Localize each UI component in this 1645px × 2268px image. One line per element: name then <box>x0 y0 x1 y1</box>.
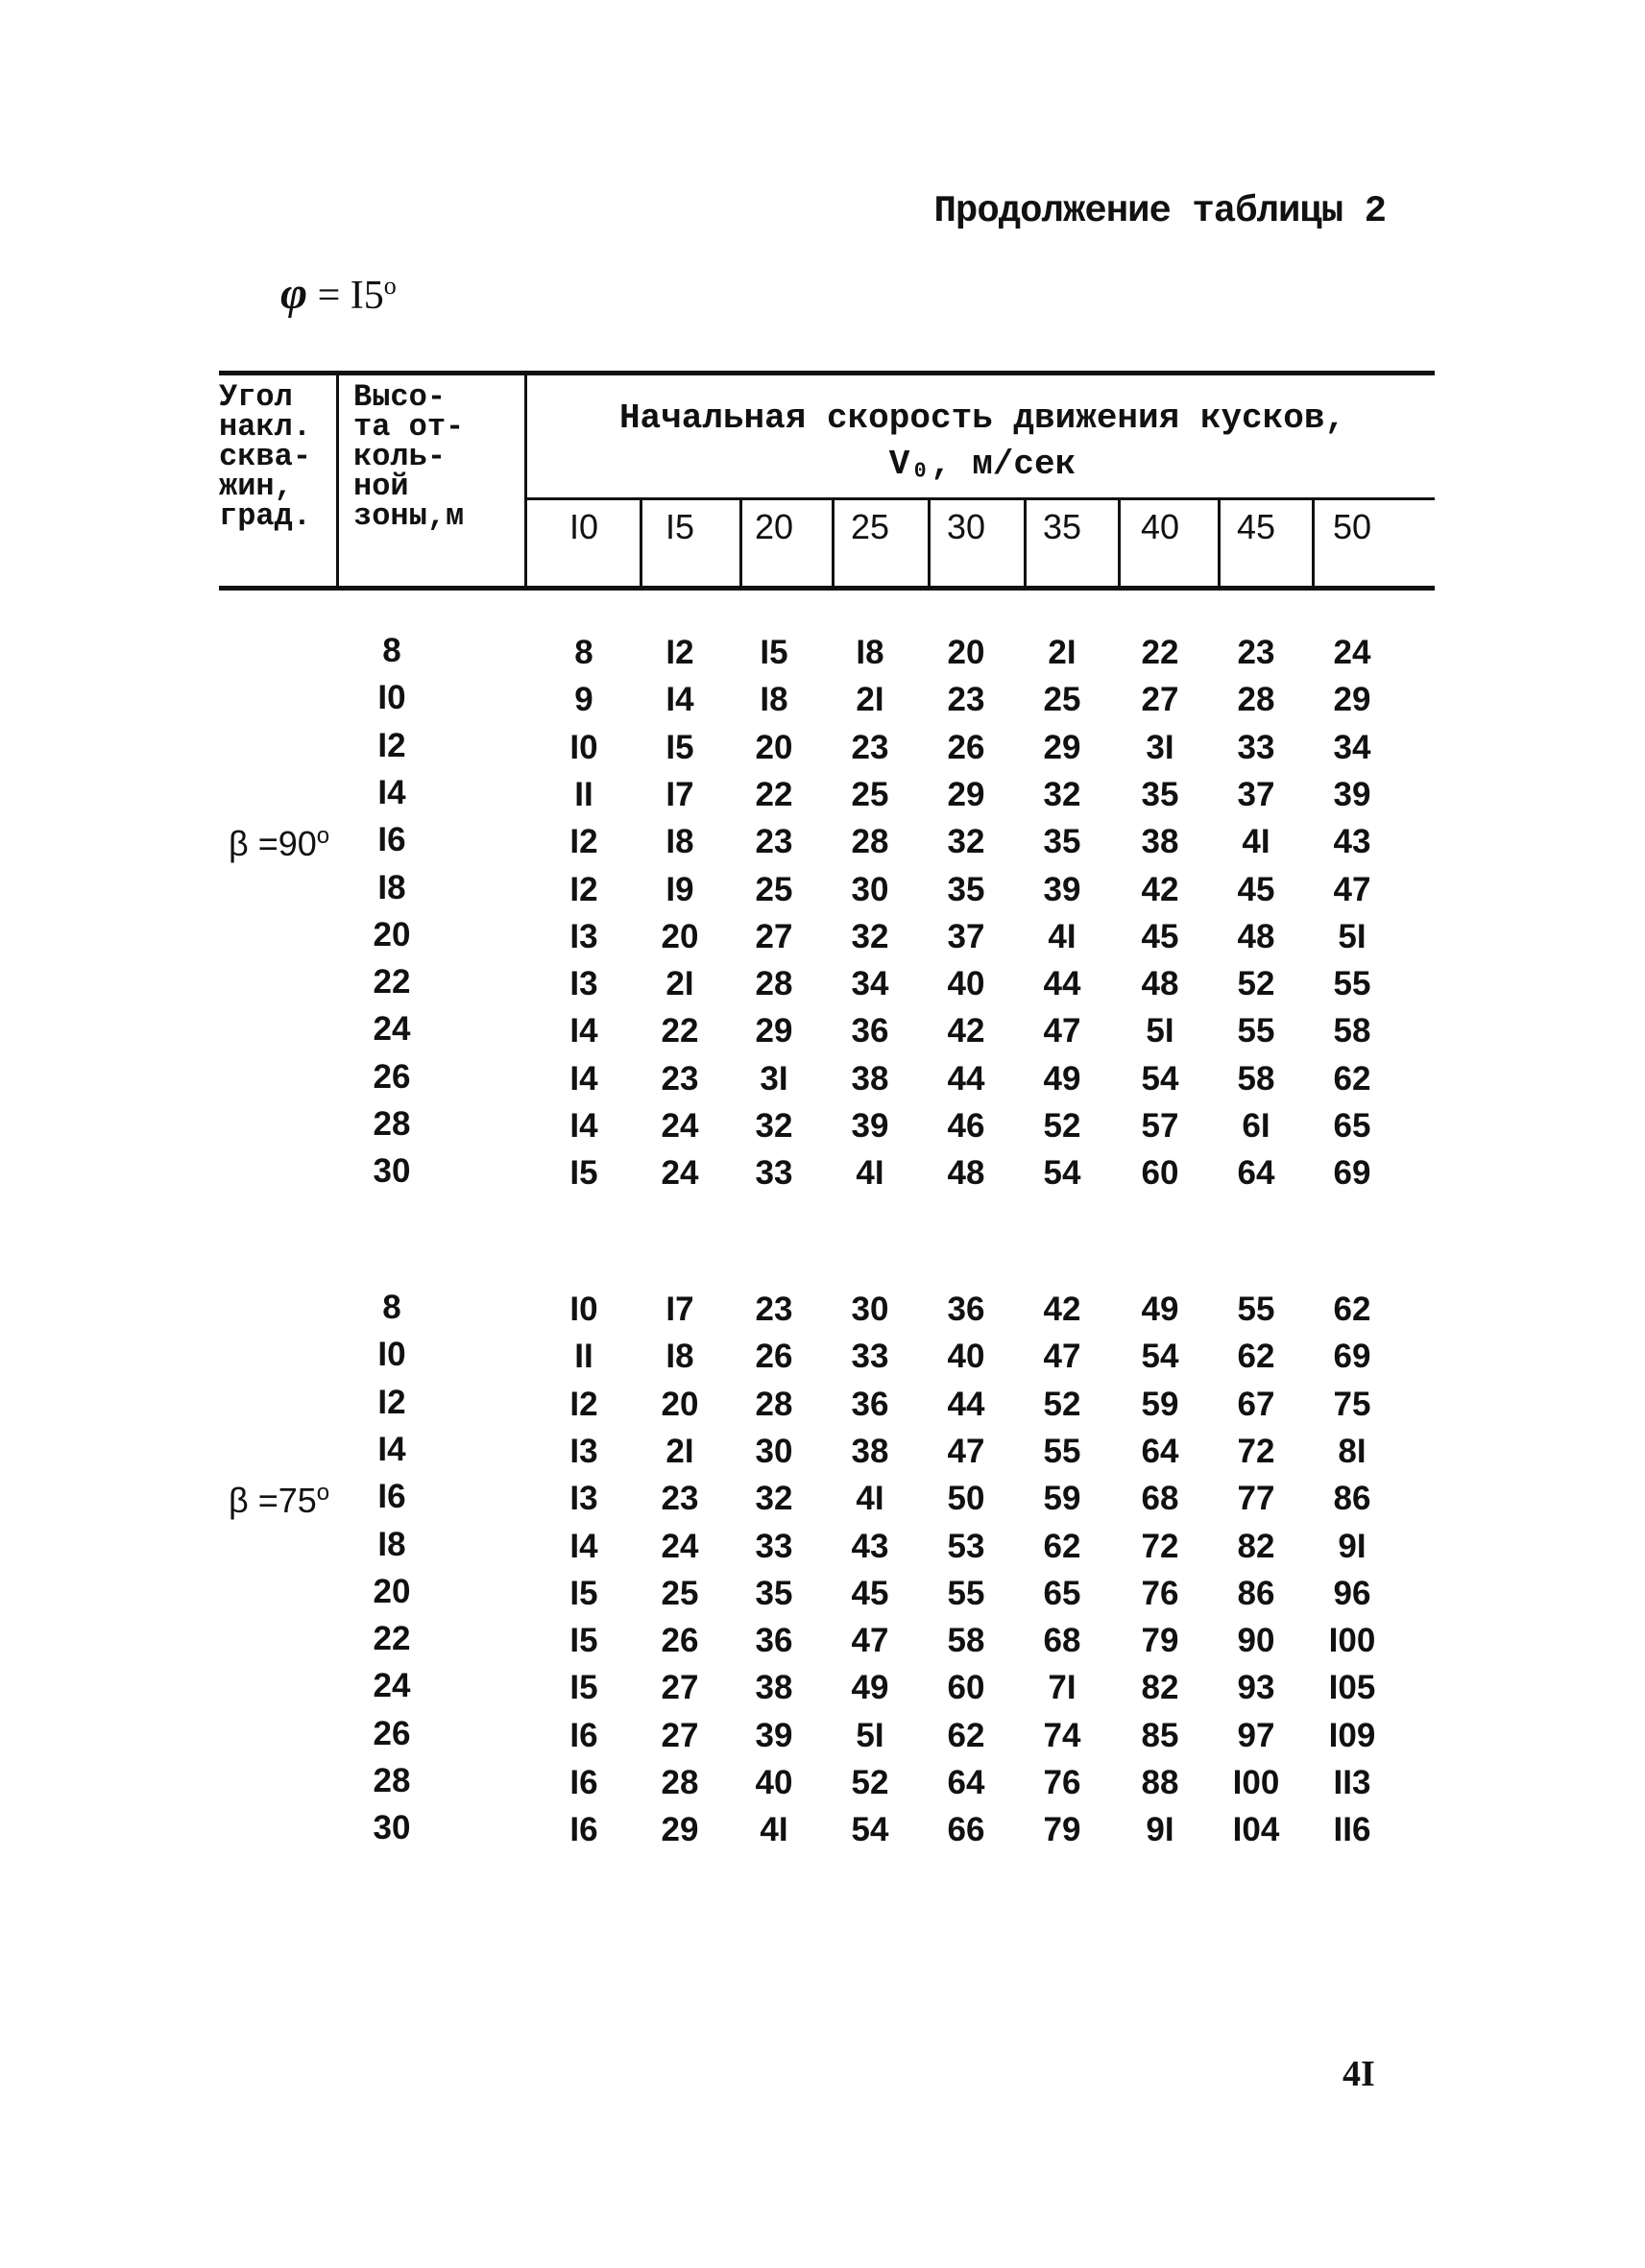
table-cell: I3 <box>569 965 598 1003</box>
table-cell: I2 <box>569 823 598 861</box>
table-cell: 27 <box>1141 681 1179 719</box>
table-cell: 32 <box>755 1107 793 1145</box>
table-cell: 48 <box>1237 917 1275 955</box>
table-cell: 23 <box>755 823 793 861</box>
table-cell: 36 <box>755 1622 793 1660</box>
table-cell: 77 <box>1237 1480 1275 1518</box>
table-cell: I9 <box>665 870 694 908</box>
table-cell: 48 <box>947 1154 985 1193</box>
height-cell: I0 <box>377 679 406 717</box>
table-cell: 62 <box>1043 1527 1081 1565</box>
table-cell: I8 <box>665 823 694 861</box>
table-cell: I0 <box>569 1291 598 1328</box>
table-cell: 97 <box>1237 1716 1275 1754</box>
table-cell: 22 <box>661 1012 699 1050</box>
table-cell: I8 <box>760 681 788 719</box>
table-cell: 4I <box>1048 917 1077 955</box>
table-cell: 27 <box>755 917 793 955</box>
table-cell: 37 <box>1237 775 1275 813</box>
speed-column-header: 30 <box>946 507 986 546</box>
table-cell: 32 <box>755 1480 793 1518</box>
table-cell: 60 <box>1141 1154 1179 1193</box>
table-cell: 9I <box>1146 1811 1174 1849</box>
table-cell: 23 <box>661 1059 699 1098</box>
table-cell: 29 <box>1043 728 1081 766</box>
table-cell: 5I <box>1338 917 1367 955</box>
table-cell: 24 <box>661 1527 699 1565</box>
table-cell: 28 <box>661 1764 699 1801</box>
table-cell: 5I <box>856 1716 884 1754</box>
table-cell: 59 <box>1043 1480 1081 1518</box>
table-cell: II <box>574 1338 593 1376</box>
height-cell: 30 <box>373 1809 411 1847</box>
table-cell: 38 <box>851 1432 889 1470</box>
table-cell: 62 <box>1237 1338 1275 1376</box>
table-continuation-caption: Продолжение таблицы 2 <box>933 190 1386 232</box>
table-cell: 23 <box>661 1480 699 1518</box>
height-cell: I8 <box>377 868 406 906</box>
table-cell: 3I <box>760 1059 788 1098</box>
speed-column-header: 20 <box>754 507 794 546</box>
table-cell: 47 <box>1333 870 1371 908</box>
table-cell: 86 <box>1237 1574 1275 1612</box>
table-cell: 68 <box>1043 1622 1081 1660</box>
table-cell: I6 <box>569 1764 598 1801</box>
table-cell: I7 <box>665 1291 694 1328</box>
table-cell: 22 <box>1141 634 1179 671</box>
table-cell: 35 <box>1043 823 1081 861</box>
table-cell: 47 <box>1043 1012 1081 1050</box>
table-cell: 42 <box>1141 870 1179 908</box>
table-cell: 4I <box>1242 823 1270 861</box>
table-cell: 2I <box>665 1432 694 1470</box>
height-cell: 28 <box>373 1762 411 1799</box>
header-speed-line1: Начальная скорость движения кусков, <box>618 398 1346 438</box>
height-cell: I4 <box>377 1430 406 1468</box>
table-cell: 25 <box>661 1574 699 1612</box>
table-cell: 62 <box>1333 1291 1371 1328</box>
beta-value: β =75 <box>229 1481 317 1521</box>
speed-column-divider <box>1118 500 1121 586</box>
header-bottom-rule <box>219 586 1435 591</box>
phi-value: = I5 <box>317 274 384 318</box>
table-cell: 59 <box>1141 1385 1179 1423</box>
speed-column-header: 45 <box>1236 507 1276 546</box>
table-cell: 30 <box>755 1432 793 1470</box>
table-cell: II6 <box>1333 1811 1371 1849</box>
table-cell: 38 <box>755 1669 793 1707</box>
table-cell: 25 <box>851 775 889 813</box>
height-cell: 8 <box>382 632 401 669</box>
table-cell: 32 <box>947 823 985 861</box>
table-cell: 65 <box>1333 1107 1371 1145</box>
table-cell: 88 <box>1141 1764 1179 1801</box>
header-top-rule <box>219 371 1435 375</box>
speed-column-header: 25 <box>850 507 890 546</box>
table-cell: 76 <box>1141 1574 1179 1612</box>
table-cell: 5I <box>1146 1012 1174 1050</box>
table-cell: I2 <box>665 634 694 671</box>
speed-subheader-rule <box>526 497 1435 500</box>
table-cell: 53 <box>947 1527 985 1565</box>
height-cell: I2 <box>377 1383 406 1421</box>
header-divider-2 <box>524 375 527 586</box>
header-divider-1 <box>336 375 339 586</box>
table-cell: I5 <box>760 634 788 671</box>
table-cell: 7I <box>1048 1669 1077 1707</box>
table-cell: I5 <box>569 1154 598 1193</box>
table-cell: 3I <box>1146 728 1174 766</box>
table-cell: 6I <box>1242 1107 1270 1145</box>
beta-value: β =90 <box>229 824 317 864</box>
table-cell: 24 <box>661 1154 699 1193</box>
table-cell: 47 <box>947 1432 985 1470</box>
table-cell: 45 <box>1141 917 1179 955</box>
table-cell: II <box>574 775 593 813</box>
table-cell: I5 <box>569 1622 598 1660</box>
table-cell: 62 <box>1333 1059 1371 1098</box>
table-cell: 55 <box>1237 1291 1275 1328</box>
height-cell: 26 <box>373 1714 411 1752</box>
height-cell: 28 <box>373 1105 411 1143</box>
table-cell: 23 <box>947 681 985 719</box>
height-cell: I8 <box>377 1525 406 1563</box>
height-cell: 30 <box>373 1152 411 1191</box>
table-cell: 72 <box>1237 1432 1275 1470</box>
table-cell: 44 <box>1043 965 1081 1003</box>
table-cell: I5 <box>569 1574 598 1612</box>
table-cell: 48 <box>1141 965 1179 1003</box>
page-number: 4I <box>1343 2054 1375 2094</box>
table-cell: 65 <box>1043 1574 1081 1612</box>
table-cell: 39 <box>1333 775 1371 813</box>
table-cell: 55 <box>1237 1012 1275 1050</box>
height-cell: 20 <box>373 1572 411 1610</box>
table-cell: 85 <box>1141 1716 1179 1754</box>
table-cell: 39 <box>851 1107 889 1145</box>
table-cell: 69 <box>1333 1154 1371 1193</box>
table-cell: 8 <box>574 634 593 671</box>
table-cell: 64 <box>947 1764 985 1801</box>
height-cell: 8 <box>382 1289 401 1326</box>
table-cell: 42 <box>947 1012 985 1050</box>
table-cell: 76 <box>1043 1764 1081 1801</box>
table-cell: 68 <box>1141 1480 1179 1518</box>
table-cell: 25 <box>1043 681 1081 719</box>
beta-angle-label <box>229 823 329 864</box>
table-cell: 64 <box>1141 1432 1179 1470</box>
height-cell: 22 <box>373 963 411 1001</box>
table-cell: I4 <box>569 1107 598 1145</box>
table-cell: 74 <box>1043 1716 1081 1754</box>
table-cell: 28 <box>755 1385 793 1423</box>
table-cell: 47 <box>1043 1338 1081 1376</box>
table-cell: 37 <box>947 917 985 955</box>
table-cell: 2I <box>856 681 884 719</box>
table-cell: 33 <box>1237 728 1275 766</box>
table-cell: 36 <box>851 1385 889 1423</box>
table-cell: 2I <box>665 965 694 1003</box>
table-cell: 49 <box>1141 1291 1179 1328</box>
table-cell: 39 <box>755 1716 793 1754</box>
table-cell: 26 <box>947 728 985 766</box>
table-cell: 96 <box>1333 1574 1371 1612</box>
height-cell: I4 <box>377 773 406 811</box>
speed-column-header: I5 <box>665 507 695 546</box>
table-cell: I4 <box>665 681 694 719</box>
table-cell: 23 <box>755 1291 793 1328</box>
table-cell: 40 <box>947 1338 985 1376</box>
table-cell: 52 <box>1043 1107 1081 1145</box>
table-cell: 4I <box>856 1154 884 1193</box>
table-cell: 26 <box>755 1338 793 1376</box>
table-cell: I4 <box>569 1527 598 1565</box>
table-cell: 32 <box>1043 775 1081 813</box>
table-cell: 25 <box>755 870 793 908</box>
height-cell: 24 <box>373 1667 411 1705</box>
table-cell: 64 <box>1237 1154 1275 1193</box>
height-cell: I2 <box>377 726 406 764</box>
table-cell: 36 <box>851 1012 889 1050</box>
table-cell: 79 <box>1141 1622 1179 1660</box>
table-cell: 28 <box>1237 681 1275 719</box>
header-speed-title <box>530 396 1435 488</box>
phi-angle-label <box>280 267 397 320</box>
phi-degree: o <box>383 272 397 300</box>
table-cell: 23 <box>1237 634 1275 671</box>
table-cell: 47 <box>851 1622 889 1660</box>
table-cell: 75 <box>1333 1385 1371 1423</box>
table-cell: I04 <box>1232 1811 1280 1849</box>
table-cell: 29 <box>755 1012 793 1050</box>
table-cell: 79 <box>1043 1811 1081 1849</box>
table-cell: 35 <box>1141 775 1179 813</box>
table-cell: 44 <box>947 1385 985 1423</box>
table-cell: 39 <box>1043 870 1081 908</box>
table-cell: 24 <box>661 1107 699 1145</box>
table-cell: 30 <box>851 870 889 908</box>
table-cell: 4I <box>856 1480 884 1518</box>
table-cell: 57 <box>1141 1107 1179 1145</box>
table-cell: 28 <box>851 823 889 861</box>
table-cell: I5 <box>569 1669 598 1707</box>
height-cell: I6 <box>377 1478 406 1516</box>
table-cell: 33 <box>755 1527 793 1565</box>
table-cell: 42 <box>1043 1291 1081 1328</box>
beta-degree: o <box>316 823 330 850</box>
table-cell: I6 <box>569 1716 598 1754</box>
height-cell: I0 <box>377 1336 406 1374</box>
table-cell: 29 <box>661 1811 699 1849</box>
table-cell: 9 <box>574 681 593 719</box>
table-cell: 54 <box>851 1811 889 1849</box>
table-cell: I09 <box>1328 1716 1376 1754</box>
table-cell: I05 <box>1328 1669 1376 1707</box>
header-height: Высо- та от- коль- ной зоны,м <box>353 379 465 534</box>
table-cell: 35 <box>947 870 985 908</box>
table-cell: 44 <box>947 1059 985 1098</box>
table-cell: I2 <box>569 1385 598 1423</box>
table-cell: 67 <box>1237 1385 1275 1423</box>
table-cell: 66 <box>947 1811 985 1849</box>
table-cell: 30 <box>851 1291 889 1328</box>
table-cell: 69 <box>1333 1338 1371 1376</box>
table-cell: 46 <box>947 1107 985 1145</box>
table-cell: I2 <box>569 870 598 908</box>
table-cell: 20 <box>947 634 985 671</box>
table-cell: 8I <box>1338 1432 1367 1470</box>
table-cell: 29 <box>947 775 985 813</box>
table-cell: I3 <box>569 1480 598 1518</box>
table-cell: 32 <box>851 917 889 955</box>
table-cell: 36 <box>947 1291 985 1328</box>
table-cell: 34 <box>1333 728 1371 766</box>
table-cell: I00 <box>1328 1622 1376 1660</box>
table-cell: 33 <box>851 1338 889 1376</box>
table-cell: 62 <box>947 1716 985 1754</box>
table-cell: 55 <box>947 1574 985 1612</box>
height-cell: I6 <box>377 821 406 859</box>
table-cell: 22 <box>755 775 793 813</box>
table-cell: 20 <box>755 728 793 766</box>
height-cell: 22 <box>373 1620 411 1658</box>
table-cell: 40 <box>755 1764 793 1801</box>
table-cell: 82 <box>1237 1527 1275 1565</box>
table-cell: 9I <box>1338 1527 1367 1565</box>
table-cell: I6 <box>569 1811 598 1849</box>
table-cell: 24 <box>1333 634 1371 671</box>
table-cell: 27 <box>661 1669 699 1707</box>
table-cell: I0 <box>569 728 598 766</box>
table-cell: I4 <box>569 1059 598 1098</box>
table-cell: I7 <box>665 775 694 813</box>
header-angle: Угол накл. сква- жин, град. <box>219 379 312 534</box>
table-cell: 52 <box>1043 1385 1081 1423</box>
table-cell: I4 <box>569 1012 598 1050</box>
table-cell: I8 <box>665 1338 694 1376</box>
phi-symbol: φ <box>280 268 308 319</box>
table-cell: 20 <box>661 1385 699 1423</box>
table-cell: 58 <box>947 1622 985 1660</box>
table-cell: 38 <box>1141 823 1179 861</box>
speed-column-header: 40 <box>1140 507 1180 546</box>
table-cell: 43 <box>851 1527 889 1565</box>
table-cell: 54 <box>1043 1154 1081 1193</box>
table-cell: 86 <box>1333 1480 1371 1518</box>
table-cell: 50 <box>947 1480 985 1518</box>
height-cell: 20 <box>373 915 411 953</box>
table-cell: 20 <box>661 917 699 955</box>
speed-column-header: 50 <box>1332 507 1372 546</box>
table-cell: I5 <box>665 728 694 766</box>
table-cell: 45 <box>851 1574 889 1612</box>
table-cell: 43 <box>1333 823 1371 861</box>
table-cell: 60 <box>947 1669 985 1707</box>
beta-degree: o <box>316 1480 330 1507</box>
height-cell: 24 <box>373 1010 411 1049</box>
table-cell: 82 <box>1141 1669 1179 1707</box>
table-cell: 54 <box>1141 1338 1179 1376</box>
beta-angle-label <box>229 1480 329 1521</box>
table-cell: 33 <box>755 1154 793 1193</box>
table-cell: 26 <box>661 1622 699 1660</box>
speed-column-header: I0 <box>568 507 599 546</box>
table-cell: 2I <box>1048 634 1077 671</box>
table-cell: 93 <box>1237 1669 1275 1707</box>
table-cell: I00 <box>1232 1764 1280 1801</box>
header-speed-line2: V₀, м/сек <box>888 445 1077 484</box>
table-cell: 34 <box>851 965 889 1003</box>
table-cell: II3 <box>1333 1764 1371 1801</box>
table-cell: 38 <box>851 1059 889 1098</box>
table-cell: I8 <box>856 634 884 671</box>
table-cell: 52 <box>1237 965 1275 1003</box>
table-cell: 55 <box>1333 965 1371 1003</box>
table-cell: 35 <box>755 1574 793 1612</box>
table-cell: 27 <box>661 1716 699 1754</box>
table-cell: 54 <box>1141 1059 1179 1098</box>
table-cell: 55 <box>1043 1432 1081 1470</box>
table-cell: 49 <box>851 1669 889 1707</box>
table-cell: I3 <box>569 1432 598 1470</box>
table-cell: 4I <box>760 1811 788 1849</box>
table-cell: 49 <box>1043 1059 1081 1098</box>
table-cell: 58 <box>1237 1059 1275 1098</box>
table-cell: 40 <box>947 965 985 1003</box>
table-cell: 58 <box>1333 1012 1371 1050</box>
table-cell: 23 <box>851 728 889 766</box>
table-cell: 28 <box>755 965 793 1003</box>
table-cell: 29 <box>1333 681 1371 719</box>
height-cell: 26 <box>373 1057 411 1096</box>
table-cell: 52 <box>851 1764 889 1801</box>
table-cell: I3 <box>569 917 598 955</box>
table-cell: 72 <box>1141 1527 1179 1565</box>
table-cell: 90 <box>1237 1622 1275 1660</box>
speed-column-header: 35 <box>1042 507 1082 546</box>
table-cell: 45 <box>1237 870 1275 908</box>
